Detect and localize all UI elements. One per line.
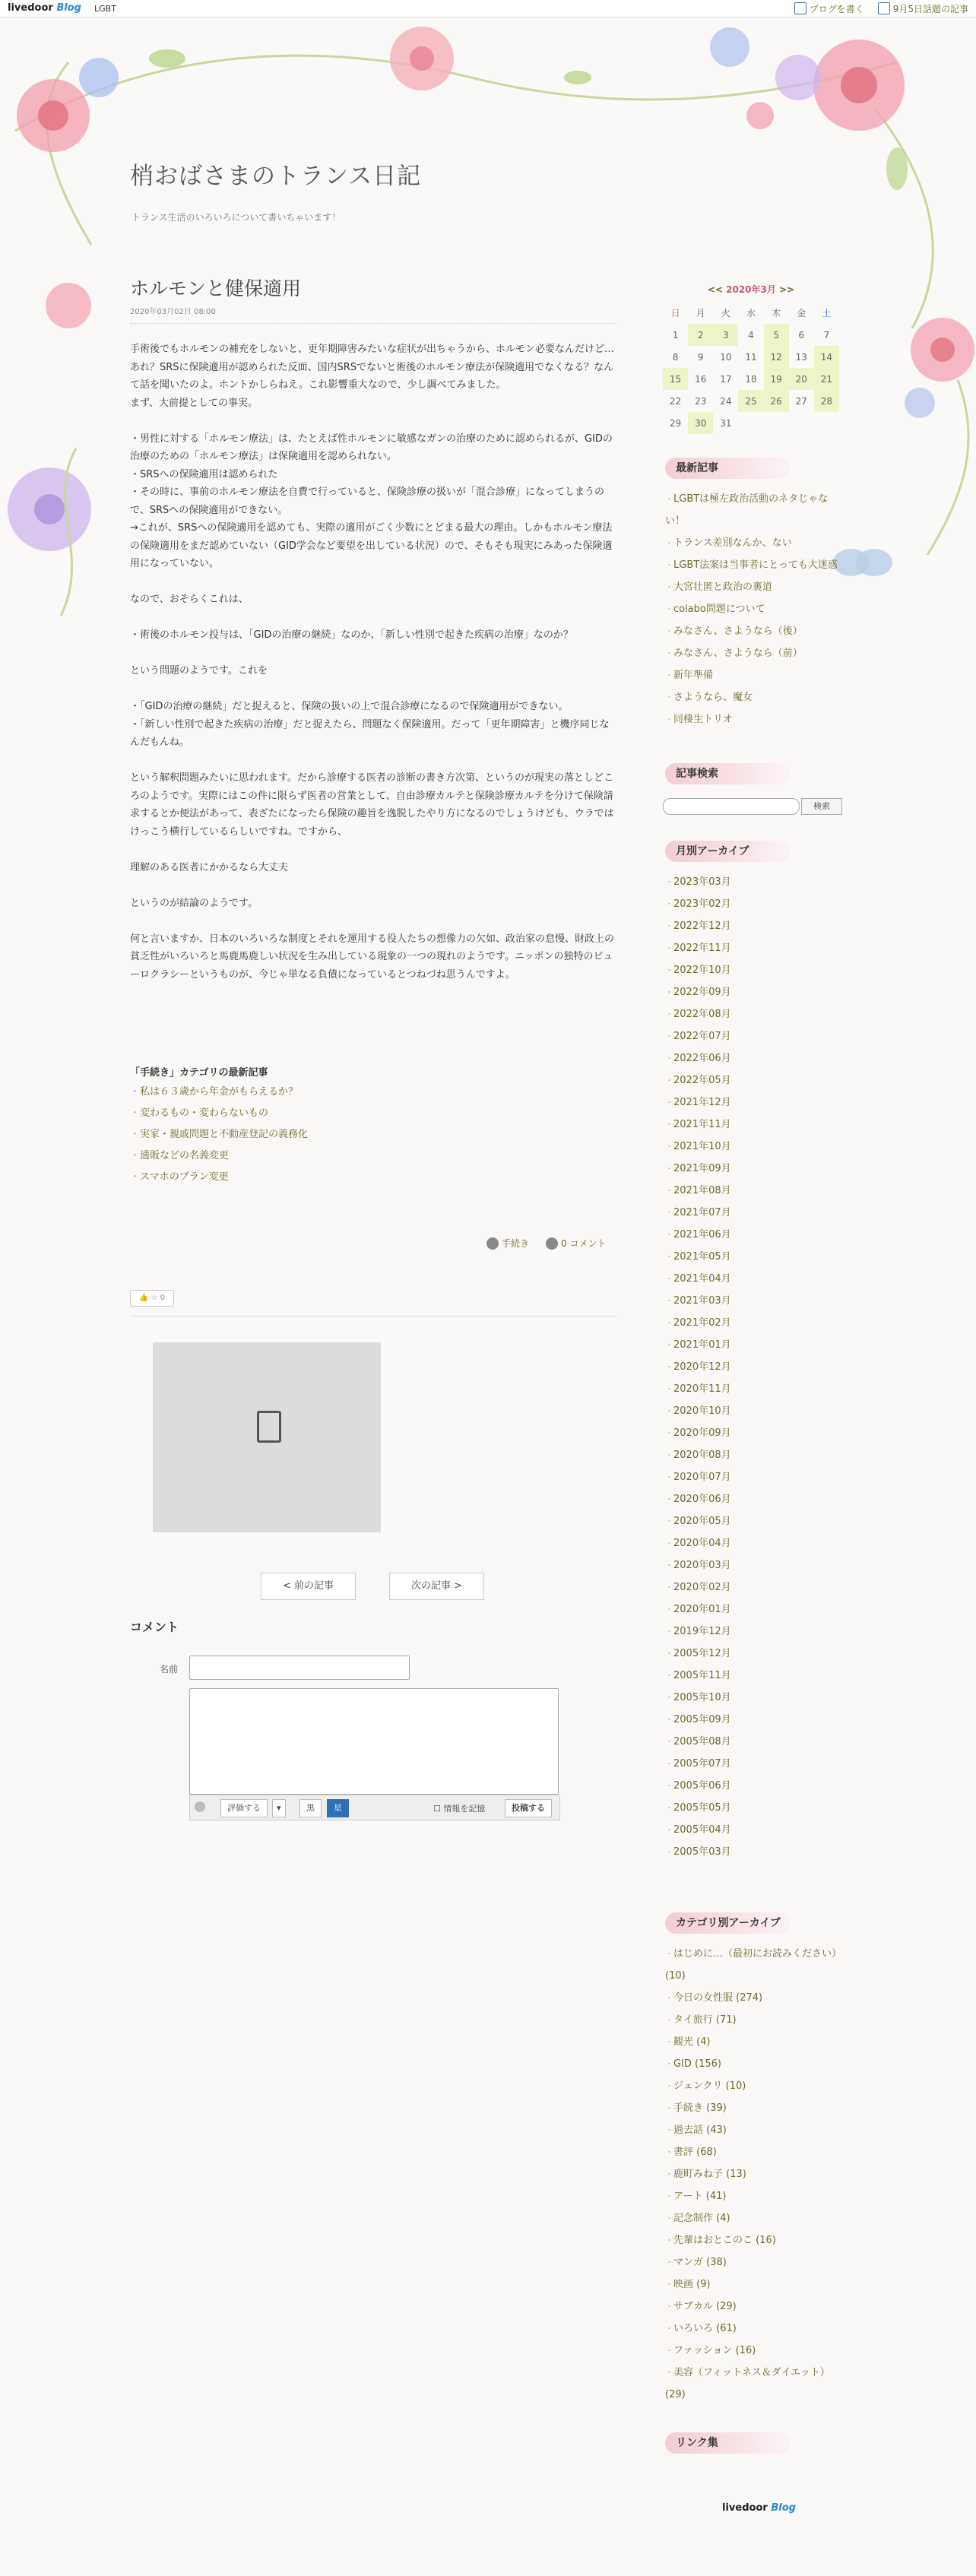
archive-month-link[interactable]: 2021年10月 — [673, 1141, 731, 1152]
archive-month-link[interactable]: 2023年03月 — [673, 876, 731, 888]
category-link[interactable]: 観光 (4) — [673, 2036, 711, 2048]
archive-month-item — [665, 893, 840, 915]
archive-month-link[interactable]: 2021年03月 — [673, 1295, 731, 1307]
related-item — [130, 1103, 616, 1124]
article-date: 2020年03月02日 08:00 — [130, 308, 216, 316]
archive-month-item — [665, 1356, 840, 1378]
footer-logo[interactable] — [722, 2502, 796, 2514]
calendar-day: 24 — [720, 395, 732, 407]
recent-article-link[interactable]: LGBTは極左政治活動のネタじゃない！ — [665, 493, 829, 527]
calendar-day: 4 — [748, 329, 754, 341]
archive-month-item — [665, 1621, 840, 1643]
archive-month-link[interactable]: 2005年12月 — [673, 1648, 731, 1659]
category-item — [665, 2163, 840, 2185]
archive-month-link[interactable]: 2021年06月 — [673, 1229, 731, 1240]
calendar-weekday: 土 — [822, 308, 832, 318]
top-bar — [0, 0, 976, 17]
archive-month-item — [665, 1158, 840, 1180]
calendar-day: 17 — [720, 373, 732, 385]
calendar-day[interactable]: 12 — [764, 346, 789, 368]
comment-icon — [546, 1237, 558, 1250]
calendar-table — [663, 302, 839, 434]
category-link[interactable]: ジェンクリ (10) — [673, 2080, 746, 2092]
comment-section-title: コメント — [130, 1620, 179, 1634]
article-paragraph: ・術後のホルモン投与は、「GIDの治療の継続」なのか、「新しい性別で起きた疾病の治療」なのか？ — [130, 629, 573, 641]
archive-month-item — [665, 1069, 840, 1092]
archive-month-item — [665, 871, 840, 893]
write-blog-label: ブログを書く — [809, 4, 864, 14]
archive-month-link[interactable]: 2021年07月 — [673, 1207, 731, 1218]
calendar-week — [663, 390, 839, 412]
archive-month-link[interactable]: 2022年05月 — [673, 1075, 731, 1086]
calendar-weekday: 火 — [721, 308, 730, 318]
calendar-day: 10 — [720, 351, 732, 363]
calendar-day — [764, 412, 789, 434]
emoji-icon[interactable] — [195, 1801, 205, 1812]
calendar-day: 22 — [669, 395, 682, 407]
logo-sub-text: Blog — [56, 2, 81, 14]
recent-article-link[interactable]: LGBT法案は当事者にとっても大迷惑 — [673, 559, 838, 571]
calendar-week — [663, 346, 839, 368]
archive-month-item — [665, 1643, 840, 1665]
category-item — [665, 2318, 840, 2340]
category-link[interactable]: 過去話 (43) — [673, 2124, 727, 2136]
calendar-widget — [663, 283, 839, 434]
calendar-day: 1 — [672, 329, 679, 341]
archive-month-item — [665, 1003, 840, 1025]
category-link[interactable]: 鹿町みね子 (13) — [673, 2169, 746, 2180]
archive-title: 月別アーカイブ — [665, 841, 790, 862]
calendar-weekday: 金 — [797, 308, 806, 318]
archive-month-link[interactable]: 2021年12月 — [673, 1097, 731, 1108]
archive-month-link[interactable]: 2022年10月 — [673, 965, 731, 976]
floral-side-decoration — [0, 441, 99, 616]
category-link[interactable]: マンガ (38) — [673, 2257, 727, 2268]
recent-article-link[interactable]: 新年準備 — [673, 670, 714, 681]
category-link[interactable]: 手続き (39) — [673, 2102, 727, 2114]
calendar-week — [663, 412, 839, 434]
name-input[interactable] — [189, 1656, 410, 1680]
archive-month-item — [665, 1202, 840, 1224]
related-link[interactable]: 通販などの名義変更 — [140, 1150, 230, 1161]
category-link[interactable]: 先輩はおとこのこ (16) — [673, 2235, 776, 2246]
archive-month-item — [665, 1422, 840, 1444]
article-paragraph: ・SRSへの保険適用は認められた — [130, 468, 278, 480]
category-link[interactable]: アート (41) — [673, 2191, 727, 2202]
submit-comment-button[interactable]: 投稿する — [505, 1799, 552, 1817]
recent-articles-widget — [665, 458, 840, 730]
livedoor-logo[interactable] — [8, 2, 81, 14]
remember-checkbox[interactable]: ☐ 情報を記憶 — [433, 1804, 486, 1814]
archive-month-item — [665, 1047, 840, 1069]
calendar-day: 7 — [823, 329, 830, 341]
recent-article-item — [665, 554, 840, 576]
archive-month-link[interactable]: 2020年09月 — [673, 1427, 731, 1439]
archive-month-item — [665, 1488, 840, 1510]
archive-month-item — [665, 1731, 840, 1753]
category-link[interactable]: サブカル (29) — [673, 2301, 737, 2312]
archive-month-item — [665, 1466, 840, 1488]
recent-article-item — [665, 642, 840, 664]
archive-month-link[interactable]: 2021年04月 — [673, 1273, 731, 1285]
archive-month-item — [665, 1775, 840, 1797]
related-item — [130, 1145, 616, 1167]
archive-month-link[interactable]: 2020年05月 — [673, 1516, 731, 1527]
recent-article-item — [665, 664, 840, 686]
recent-article-item — [665, 708, 840, 730]
calendar-day[interactable]: 28 — [814, 390, 839, 412]
category-link[interactable]: 映画 (9) — [673, 2279, 711, 2290]
topbar-category-link[interactable]: LGBT — [94, 4, 116, 14]
links-widget — [665, 2432, 840, 2454]
article-meta — [486, 1237, 606, 1250]
calendar-day[interactable]: 2 — [688, 324, 713, 346]
related-articles — [130, 1064, 616, 1188]
category-item — [665, 2362, 840, 2406]
archive-month-link[interactable]: 2021年09月 — [673, 1163, 731, 1174]
article-paragraph: という問題のようです。これを — [130, 665, 268, 676]
search-button[interactable]: 検索 — [801, 798, 842, 815]
calendar-day: 9 — [697, 351, 704, 363]
archive-month-link[interactable]: 2005年10月 — [673, 1692, 731, 1703]
archive-month-link[interactable]: 2005年07月 — [673, 1758, 731, 1770]
paragraph-gap — [130, 912, 616, 930]
archive-month-item — [665, 915, 840, 937]
calendar-day — [738, 412, 763, 434]
archive-month-link[interactable]: 2020年11月 — [673, 1383, 731, 1395]
calendar-weekday: 日 — [670, 308, 680, 318]
blog-tagline: トランス生活のいろいろについて書いちゃいます！ — [132, 212, 341, 223]
archive-month-item — [665, 1510, 840, 1532]
archive-month-item — [665, 1334, 840, 1356]
archive-month-item — [665, 937, 840, 959]
color-star-button[interactable]: 星 — [327, 1799, 349, 1817]
archive-month-item — [665, 1114, 840, 1136]
calendar-day[interactable]: 30 — [688, 412, 713, 434]
archive-month-link[interactable]: 2022年07月 — [673, 1031, 731, 1042]
links-title: リンク集 — [665, 2432, 790, 2454]
article-paragraph: 手術後でもホルモンの補充をしないと、更年期障害みたいな症状が出ちゃうから、ホルモン必要なんだけど…あれ？SRSに保険適用が認められた反面、国内SRSでないと術後のホルモン療法が保険適用でなくなる？なんて話を聞いたのよ。ホントかしらねえ。これ影響重大なので、少し調べてみました。 — [130, 344, 615, 391]
calendar-day[interactable]: 25 — [738, 390, 763, 412]
calendar-weekday: 水 — [746, 308, 756, 318]
article-paragraph: ・「GIDの治療の継続」だと捉えると、保険の扱いの上で混合診療になるので保険適用ができない。 — [130, 701, 569, 712]
article-paragraph: という解釈問題みたいに思われます。だから診療する医者の診断の書き方次第、というのが現実の落としどころのようです。実際にはこの件に限らず医者の営業として、自由診療カルテと保険診療カルテを分けて保険請求するとか便法があって、表ざたになったら保険の趣旨を逸脱したやり方になるのでしょうけども、ウラではけっこう横行しているらしいですね。ですから、 — [130, 772, 614, 838]
archive-month-item — [665, 1092, 840, 1114]
calendar-day: 13 — [795, 351, 807, 363]
calendar-day[interactable]: 14 — [814, 346, 839, 368]
category-link[interactable]: 美容（フィットネス＆ダイエット）(29) — [665, 2367, 830, 2400]
archive-month-item — [665, 1378, 840, 1400]
recent-article-item — [665, 686, 840, 708]
calendar-day: 31 — [720, 417, 732, 429]
calendar-day[interactable]: 5 — [764, 324, 789, 346]
calendar-day[interactable]: 20 — [789, 368, 814, 390]
category-item — [665, 2031, 840, 2053]
archive-month-link[interactable]: 2023年02月 — [673, 898, 731, 910]
article-paragraph: ・男性に対する「ホルモン療法」は、たとえば性ホルモンに敏感なガンの治療のために認められるが、GIDの治療のための「ホルモン療法」は保険適用を認められない。 — [130, 433, 613, 462]
category-archive-title: カテゴリ別アーカイブ — [665, 1912, 790, 1934]
calendar-day: 23 — [695, 395, 707, 407]
archive-month-item — [665, 1753, 840, 1775]
name-label: 名前 — [160, 1664, 179, 1675]
related-link[interactable]: 私は６３歳から年金がもらえるか？ — [140, 1086, 299, 1098]
recent-article-item — [665, 532, 840, 554]
archive-month-item — [665, 1180, 840, 1202]
category-item — [665, 1943, 840, 1987]
archive-month-link[interactable]: 2020年07月 — [673, 1472, 731, 1483]
like-count: 0 — [160, 1294, 166, 1302]
category-item — [665, 2097, 840, 2119]
category-link[interactable]: 今日の女性服 (274) — [673, 1992, 763, 2004]
category-item — [665, 2053, 840, 2075]
rate-button[interactable]: 評価する — [220, 1799, 268, 1817]
category-item — [665, 2009, 840, 2031]
archive-month-item — [665, 1312, 840, 1334]
archive-month-link[interactable]: 2005年03月 — [673, 1846, 731, 1858]
recent-article-link[interactable]: トランス差別なんか、ない — [673, 537, 792, 549]
category-item — [665, 2273, 840, 2296]
archive-month-link[interactable]: 2005年05月 — [673, 1802, 731, 1814]
category-link[interactable]: ファッション (16) — [673, 2345, 756, 2356]
archive-month-link[interactable]: 2021年08月 — [673, 1185, 731, 1196]
article-paragraph: まず、大前提としての事実。 — [130, 397, 258, 409]
logo-main-text: livedoor — [8, 2, 53, 14]
archive-month-link[interactable]: 2022年09月 — [673, 987, 731, 998]
calendar-day: 18 — [745, 373, 757, 385]
related-item — [130, 1167, 616, 1188]
archive-month-link[interactable]: 2021年01月 — [673, 1339, 731, 1351]
archive-month-item — [665, 1400, 840, 1422]
recent-article-item — [665, 488, 840, 532]
calendar-day[interactable]: 19 — [764, 368, 789, 390]
archive-month-link[interactable]: 2021年02月 — [673, 1317, 731, 1329]
article-title[interactable]: ホルモンと健保適用 — [130, 277, 302, 299]
archive-month-item — [665, 1665, 840, 1687]
calendar-day: 6 — [798, 329, 805, 341]
related-title: 「手続き」カテゴリの最新記事 — [130, 1067, 268, 1079]
calendar-day[interactable]: 21 — [814, 368, 839, 390]
category-item — [665, 2251, 840, 2273]
footer-logo-main: livedoor — [722, 2502, 768, 2514]
archive-month-link[interactable]: 2020年12月 — [673, 1361, 731, 1373]
paragraph-gap — [130, 573, 616, 591]
like-button[interactable]: 👍 ☆ 0 — [130, 1290, 174, 1307]
archive-month-link[interactable]: 2022年06月 — [673, 1053, 731, 1064]
category-item — [665, 2207, 840, 2229]
recent-article-link[interactable]: みなさん、さようなら（後） — [673, 626, 803, 637]
related-link[interactable]: 変わるもの・変わらないもの — [140, 1107, 269, 1119]
category-item — [665, 2229, 840, 2251]
archive-month-item — [665, 981, 840, 1003]
calendar-day[interactable]: 15 — [663, 368, 688, 390]
recent-article-item — [665, 576, 840, 598]
related-item — [130, 1082, 616, 1103]
archive-month-item — [665, 1709, 840, 1731]
calendar-day: 8 — [672, 351, 679, 363]
category-link[interactable]: GID (156) — [673, 2058, 722, 2070]
recent-title: 最新記事 — [665, 458, 790, 479]
comment-toolbar — [189, 1795, 560, 1820]
footer-logo-sub: Blog — [771, 2502, 796, 2514]
calendar-day: 27 — [795, 395, 807, 407]
calendar-weekday: 木 — [772, 308, 781, 318]
archive-month-item — [665, 1444, 840, 1466]
paragraph-gap — [130, 680, 616, 699]
color-black-button[interactable]: 黒 — [299, 1799, 322, 1817]
archive-month-link[interactable]: 2005年08月 — [673, 1736, 731, 1747]
calendar-prev[interactable]: << — [707, 284, 723, 295]
related-link[interactable]: スマホのプラン変更 — [140, 1171, 229, 1183]
paragraph-gap — [130, 752, 616, 770]
calendar-day: 29 — [669, 417, 682, 429]
archive-month-item — [665, 1841, 840, 1863]
archive-month-link[interactable]: 2022年08月 — [673, 1009, 731, 1020]
category-archive-widget — [665, 1912, 840, 2406]
paragraph-gap — [130, 841, 616, 859]
next-article-button[interactable]: 次の記事 > — [389, 1573, 484, 1600]
archive-month-item — [665, 1136, 840, 1158]
recent-article-link[interactable]: みなさん、さようなら（前） — [673, 648, 803, 659]
archive-month-item — [665, 1025, 840, 1047]
archive-month-link[interactable]: 2020年06月 — [673, 1494, 731, 1505]
ad-placeholder[interactable] — [153, 1342, 381, 1532]
archive-month-link[interactable]: 2022年11月 — [673, 943, 731, 954]
category-label: 手続き — [502, 1238, 530, 1249]
news-label: 9月5日話題の記事 — [892, 4, 968, 14]
calendar-week — [663, 368, 839, 390]
category-link[interactable]: 書評 (68) — [673, 2147, 717, 2158]
archive-month-item — [665, 1224, 840, 1246]
archive-month-item — [665, 1290, 840, 1312]
floral-right-decoration — [874, 304, 976, 555]
recent-article-link[interactable]: colabo問題について — [673, 604, 765, 615]
archive-month-item — [665, 1687, 840, 1709]
category-link[interactable]: はじめに…（最初にお読みください）(10) — [665, 1948, 837, 1982]
archive-month-link[interactable]: 2020年04月 — [673, 1538, 731, 1549]
recent-article-link[interactable]: 同棲生トリオ — [673, 714, 733, 725]
archive-month-link[interactable]: 2020年01月 — [673, 1604, 731, 1615]
calendar-next[interactable]: >> — [779, 284, 795, 295]
calendar-day[interactable]: 26 — [764, 390, 789, 412]
archive-month-item — [665, 1532, 840, 1554]
archive-month-link[interactable]: 2005年04月 — [673, 1824, 731, 1836]
paragraph-gap — [130, 412, 616, 430]
archive-month-link[interactable]: 2020年10月 — [673, 1405, 731, 1417]
title-divider — [130, 323, 616, 324]
archive-month-link[interactable]: 2020年08月 — [673, 1450, 731, 1461]
archive-month-link[interactable]: 2005年09月 — [673, 1714, 731, 1725]
article-paragraph: ・その時に、事前のホルモン療法を自費で行っていると、保険診療の扱いが「混合診療」になってしまうので、SRSへの保険適用ができない。 — [130, 486, 605, 516]
archive-month-item — [665, 1576, 840, 1599]
folder-icon — [486, 1237, 499, 1250]
archive-month-link[interactable]: 2005年06月 — [673, 1780, 731, 1792]
archive-month-link[interactable]: 2021年05月 — [673, 1251, 731, 1263]
search-widget — [665, 763, 840, 784]
recent-article-link[interactable]: さようなら、魔女 — [673, 692, 753, 703]
monthly-archive-widget — [665, 841, 840, 1863]
calendar-day[interactable]: 3 — [713, 324, 738, 346]
category-item — [665, 2340, 840, 2362]
pencil-icon — [794, 2, 806, 14]
archive-month-link[interactable]: 2020年02月 — [673, 1582, 731, 1593]
paragraph-gap — [130, 645, 616, 663]
article-paragraph: ・「新しい性別で起きた疾病の治療」だと捉えたら、問題なく保険適用。だって「更年期障害」と機序同じなんだもんね。 — [130, 718, 610, 748]
article-paragraph: 何と言いますか、日本のいろいろな制度とそれを運用する役人たちの想像力の欠如、政治家の怠慢、財政上の貧乏性がいろいろと馬鹿馬鹿しい状況を生み出している現象の一つの現れのようです。ニッポンの独特のビューロクラシーというものが、今じゃ単なる負債になっているとつねづね思うんですよ。 — [130, 933, 615, 981]
write-blog-link[interactable] — [794, 2, 864, 15]
category-link[interactable]: 記念制作 (4) — [673, 2213, 730, 2224]
news-link[interactable] — [878, 2, 968, 15]
recent-article-link[interactable]: 大宮壮匿と政治の裏道 — [673, 581, 773, 593]
category-link[interactable]: タイ旅行 (71) — [673, 2014, 737, 2026]
rate-dropdown-arrow[interactable]: ▾ — [272, 1799, 286, 1817]
archive-month-link[interactable]: 2020年03月 — [673, 1560, 731, 1571]
archive-month-item — [665, 1797, 840, 1819]
calendar-weekday: 月 — [696, 308, 705, 318]
calendar-day — [789, 412, 814, 434]
blog-title[interactable]: 梢おばさまのトランス日記 — [130, 163, 422, 190]
category-item — [665, 2141, 840, 2163]
calendar-day: 11 — [745, 351, 757, 363]
calendar-weekday-row — [663, 302, 839, 324]
comment-count-label: 0 コメント — [561, 1238, 607, 1249]
calendar-icon — [878, 2, 890, 14]
archive-month-link[interactable]: 2021年11月 — [673, 1119, 731, 1130]
category-item — [665, 1987, 840, 2009]
archive-month-item — [665, 1246, 840, 1268]
category-link[interactable]: いろいろ (61) — [673, 2323, 737, 2334]
section-divider — [130, 1316, 616, 1317]
archive-month-link[interactable]: 2019年12月 — [673, 1626, 731, 1637]
prev-article-button[interactable]: < 前の記事 — [261, 1573, 356, 1600]
article-paragraph: 理解のある医者にかかるなら大丈夫 — [130, 861, 289, 873]
calendar-day — [814, 412, 839, 434]
archive-month-item — [665, 1819, 840, 1841]
related-link[interactable]: 実家・親戚問題と不動産登記の義務化 — [140, 1129, 309, 1140]
calendar-month: 2020年3月 — [726, 284, 776, 295]
category-item — [665, 2119, 840, 2141]
broken-image-icon — [257, 1411, 281, 1443]
article-body — [130, 341, 616, 984]
calendar-day: 16 — [695, 373, 707, 385]
recent-article-item — [665, 598, 840, 620]
related-item — [130, 1124, 616, 1145]
archive-month-link[interactable]: 2005年11月 — [673, 1670, 731, 1681]
archive-month-item — [665, 959, 840, 981]
category-item — [665, 2075, 840, 2097]
paragraph-gap — [130, 876, 616, 895]
archive-month-item — [665, 1599, 840, 1621]
calendar-week — [663, 324, 839, 346]
remember-label: 情報を記憶 — [443, 1804, 486, 1814]
article-paragraph: →これが、SRSへの保険適用を認めても、実際の適用がごく少数にとどまる最大の理由。しかもホルモン療法の保険適用をまだ認めていない（GID学会など要望を出している状況）ので、そもそも現実にみあった保険適用になっていない。 — [130, 522, 613, 569]
comment-textarea[interactable] — [189, 1688, 559, 1795]
recent-article-item — [665, 620, 840, 642]
archive-month-item — [665, 1554, 840, 1576]
comment-count-link[interactable] — [546, 1237, 606, 1250]
article-paragraph: なので、おそらくこれは、 — [130, 594, 249, 605]
archive-month-link[interactable]: 2022年12月 — [673, 920, 731, 932]
archive-month-item — [665, 1268, 840, 1290]
category-item — [665, 2185, 840, 2207]
category-item — [665, 2296, 840, 2318]
paragraph-gap — [130, 609, 616, 627]
category-link[interactable] — [486, 1237, 529, 1250]
article-paragraph: というのが結論のようです。 — [130, 897, 258, 909]
search-title: 記事検索 — [665, 763, 790, 784]
search-input[interactable] — [663, 798, 800, 815]
